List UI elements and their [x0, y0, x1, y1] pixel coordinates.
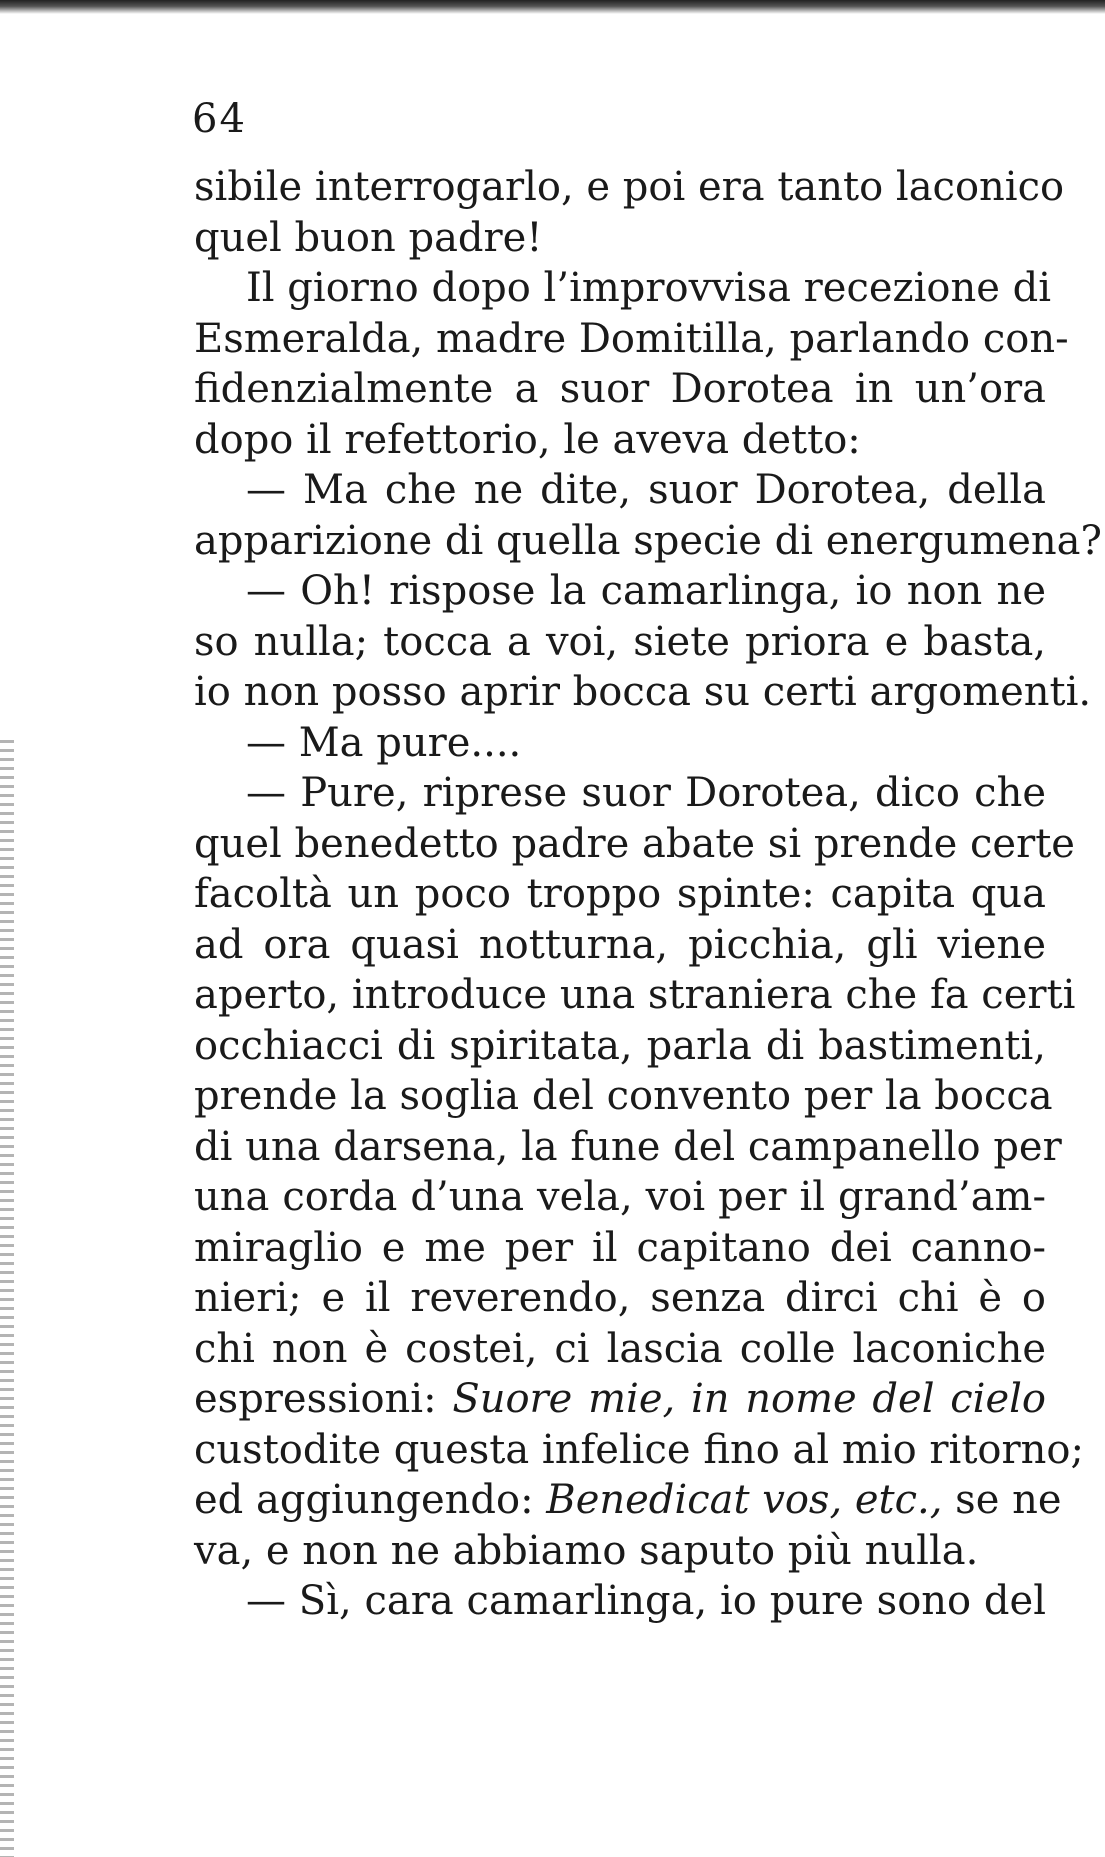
text-line: di una darsena, la fune del campanello per [194, 1123, 1062, 1170]
text-line: — Pure, riprese suor Dorotea, dico che [246, 770, 1046, 816]
text-line: occhiacci di spiritata, parla di bastimenti, [194, 1022, 1046, 1069]
text-line: apparizione di quella specie di energumena? [194, 517, 1102, 564]
page-left-edge [0, 740, 14, 1857]
text-line: dopo il refettorio, le aveva detto: [194, 416, 861, 463]
text-line: miraglio e me per il capitano dei canno- [194, 1224, 1046, 1271]
text-line: — Ma pure.... [246, 719, 522, 766]
text-line: quel buon padre! [194, 214, 543, 261]
text-line: custodite questa infelice fino al mio ritorno; [194, 1426, 1084, 1473]
text-line [194, 1475, 1062, 1526]
text-line: so nulla; tocca a voi, siete priora e basta, [194, 618, 1046, 665]
text-line: prende la soglia del convento per la bocca [194, 1073, 1053, 1119]
text-segment: se ne [942, 1477, 1062, 1523]
text-line: va, e non ne abbiamo saputo più nulla. [194, 1527, 979, 1574]
text-line [194, 1374, 1046, 1425]
text-line: una corda d’una vela, voi per il grand’am- [194, 1174, 1046, 1220]
text-segment: ed aggiungendo: [194, 1477, 547, 1523]
text-line: aperto, introduce una straniera che fa certi [194, 972, 1076, 1018]
body-text [194, 162, 1102, 1627]
text-segment: espressioni: [194, 1376, 453, 1422]
text-line: fidenzialmente a suor Dorotea in un’ora [194, 366, 1046, 412]
text-line: — Ma che ne dite, suor Dorotea, della [246, 467, 1046, 513]
italic-quote: Suore mie, in nome del cielo [452, 1376, 1046, 1422]
text-line: — Oh! rispose la camarlinga, io non ne [246, 568, 1046, 614]
text-line: Esmeralda, madre Domitilla, parlando con- [194, 315, 1069, 362]
text-line: ad ora quasi notturna, picchia, gli viene [194, 921, 1046, 968]
page-number: 64 [192, 96, 247, 142]
text-line: — Sì, cara camarlinga, io pure sono del [246, 1578, 1046, 1624]
text-line: sibile interrogarlo, e poi era tanto laconico [194, 164, 1065, 210]
text-line: Il giorno dopo l’improvvisa recezione di [246, 265, 1052, 311]
text-line: io non posso aprir bocca su certi argomenti. [194, 669, 1092, 715]
italic-quote: Benedicat vos, etc., [546, 1477, 943, 1523]
text-line: facoltà un poco troppo spinte: capita qua [194, 871, 1046, 917]
text-line: nieri; e il reverendo, senza dirci chi è o [194, 1275, 1046, 1321]
text-line: chi non è costei, ci lascia colle laconiche [194, 1325, 1046, 1372]
text-line: quel benedetto padre abate si prende certe [194, 820, 1075, 867]
page-top-edge [0, 0, 1105, 14]
